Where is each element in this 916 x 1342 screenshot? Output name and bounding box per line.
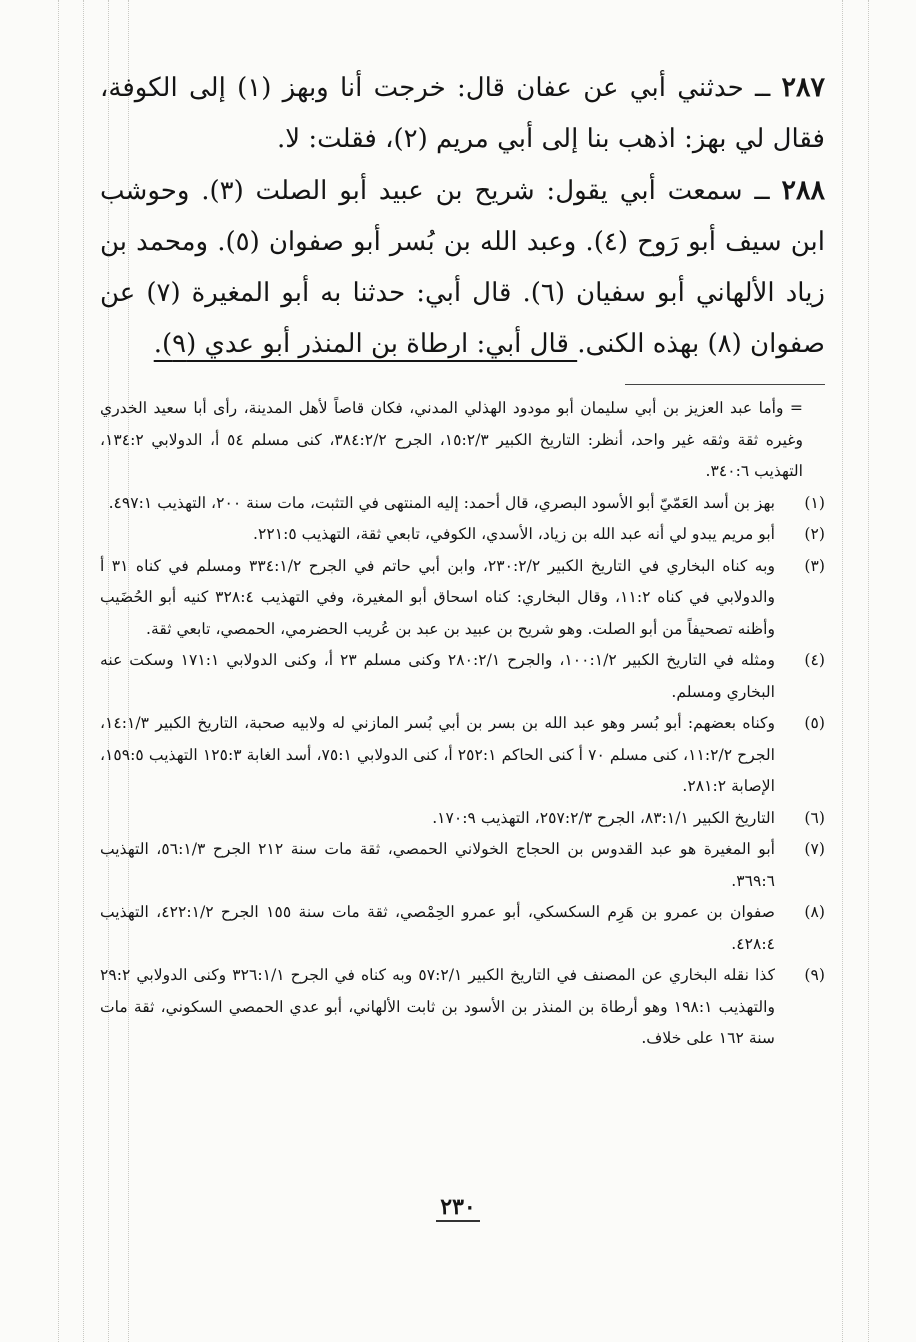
scan-guide-line (58, 0, 59, 1342)
footnote-separator (625, 384, 825, 385)
footnote-number: (٣) (804, 556, 825, 575)
footnote (100, 708, 825, 803)
scan-guide-line (83, 0, 84, 1342)
book-page (100, 62, 825, 1055)
footnote-text: أبو مريم يبدو لي أنه عبد الله بن زياد، الأسدي، الكوفي، تابعي ثقة، التهذيب ٢٢١:٥. (252, 525, 775, 543)
footnote-text: وبه كناه البخاري في التاريخ الكبير ٢٣٠:٢/٢، وابن أبي حاتم في الجرح ٣٣٤:١/٢ ومسلم في كناه ٣١ أ والدولابي في كناه ١١:٢، وقال البخاري: كناه اسحاق أبو المغيرة، وفي التهذيب ٣٢٨:٤ كنيه أبو الحُضَيب وأظنه تصحيفاً من أبو الصلت. وهو شريح بن عبيد بن عبد بن عُريب الحضرمي، الحمصي، تابعي ثقة. (100, 556, 776, 638)
main-text (100, 62, 825, 370)
footnote-number: (٢) (804, 525, 825, 543)
footnote-text: ومثله في التاريخ الكبير ١٠٠:١/٢، والجرح ٢٨٠:٢/١ وكنى مسلم ٢٣ أ، وكنى الدولابي ١٧١:١ وسكت عنه البخاري ومسلم. (100, 651, 775, 701)
footnote (100, 551, 825, 646)
footnote-number: (٦) (804, 808, 825, 827)
footnote-number: (٧) (804, 840, 825, 858)
footnote-text: التاريخ الكبير ٨٣:١/١، الجرح ٢٥٧:٢/٣، التهذيب ١٧٠:٩. (432, 808, 775, 827)
footnote-number: (٤) (804, 651, 825, 669)
footnote-number: (٥) (804, 714, 825, 732)
footnote (100, 897, 825, 960)
footnote-text: كذا نقله البخاري عن المصنف في التاريخ الكبير ٥٧:٢/١ وبه كناه في الجرح ٣٢٦:١/١ وكنى الدولابي ٢٩:٢ والتهذيب ١٩٨:١ وهو أرطاة بن المنذر بن الأسود بن ثابت الألهاني، أبو عدي الحمصي السكوني، ثقة مات سنة ١٦٢ على خلاف. (100, 966, 775, 1047)
footnote-continuation: = وأما عبد العزيز بن أبي سليمان أبو مودود الهذلي المدني، فكان قاصاً لأهل المدينة، رأى أبا سعيد الخدري وغيره ثقة وثقه غير واحد، أنظر: التاريخ الكبير ١٥:٢/٣، الجرح ٣٨٤:٢/٢، كنى مسلم ٥٤ أ، الدولابي ١٣٤:٢، التهذيب ٣٤٠:٦. (100, 399, 803, 480)
page-number (0, 1194, 916, 1220)
footnote-number: (١) (804, 493, 825, 512)
footnote (100, 803, 825, 835)
footnote (100, 645, 825, 708)
hadith-number: ٢٨٧ (781, 72, 825, 103)
paragraph-text: ــ سمعت أبي يقول: شريح بن عبيد أبو الصلت (٣). وحوشب ابن سيف أبو رَوح (٤). وعبد الله بن بُسر أبو صفوان (٥). ومحمد بن زياد الألهاني أبو سفيان (٦). قال أبي: حدثنا به أبو المغيرة (٧) عن صفوان (٨) بهذه الكنى. (100, 176, 825, 359)
hadith-number: ٢٨٨ (781, 175, 825, 206)
footnote (100, 960, 825, 1055)
footnote (100, 519, 825, 551)
footnote-text: وكناه بعضهم: أبو بُسر وهو عبد الله بن بسر بن أبي بُسر المازني له ولابيه صحبة، التاريخ الكبير ١٤:١/٣، الجرح ١١:٢/٢، كنى مسلم ٧٠ أ كنى الحاكم ٢٥٢:١ أ، كنى الدولابي ٧٥:١، أسد الغابة ١٢٥:٣ التهذيب ١٥٩:٥، الإصابة ٢٨١:٢. (100, 714, 775, 795)
footnote-text: بهز بن أسد العَمّيّ أبو الأسود البصري، قال أحمد: إليه المنتهى في التثبت، مات سنة ٢٠٠، التهذيب ٤٩٧:١. (108, 493, 775, 512)
paragraph-288 (100, 165, 825, 370)
footnote (100, 488, 825, 520)
paragraph-text: ــ حدثني أبي عن عفان قال: خرجت أنا وبهز (١) إلى الكوفة، فقال لي بهز: اذهب بنا إلى أبي مريم (٢)، فقلت: لا. (100, 73, 825, 154)
page-number-text: ٢٣٠ (436, 1194, 479, 1222)
footnote-text: أبو المغيرة هو عبد القدوس بن الحجاج الخولاني الحمصي، ثقة مات سنة ٢١٢ الجرح ٥٦:١/٣، التهذيب ٣٦٩:٦. (100, 840, 776, 890)
footnotes (100, 393, 825, 1055)
scan-guide-line (868, 0, 869, 1342)
footnote-text: صفوان بن عمرو بن هَرِم السكسكي، أبو عمرو الحِمْصي، ثقة مات سنة ١٥٥ الجرح ٤٢٢:١/٢، التهذيب ٤٢٨:٤. (100, 903, 776, 953)
scan-guide-line (842, 0, 843, 1342)
paragraph-287 (100, 62, 825, 165)
underlined-text: قال أبي: ارطاة بن المنذر أبو عدي (٩). (153, 329, 578, 359)
footnote-number: (٨) (804, 903, 825, 921)
footnote-number: (٩) (804, 966, 825, 984)
footnote (100, 834, 825, 897)
